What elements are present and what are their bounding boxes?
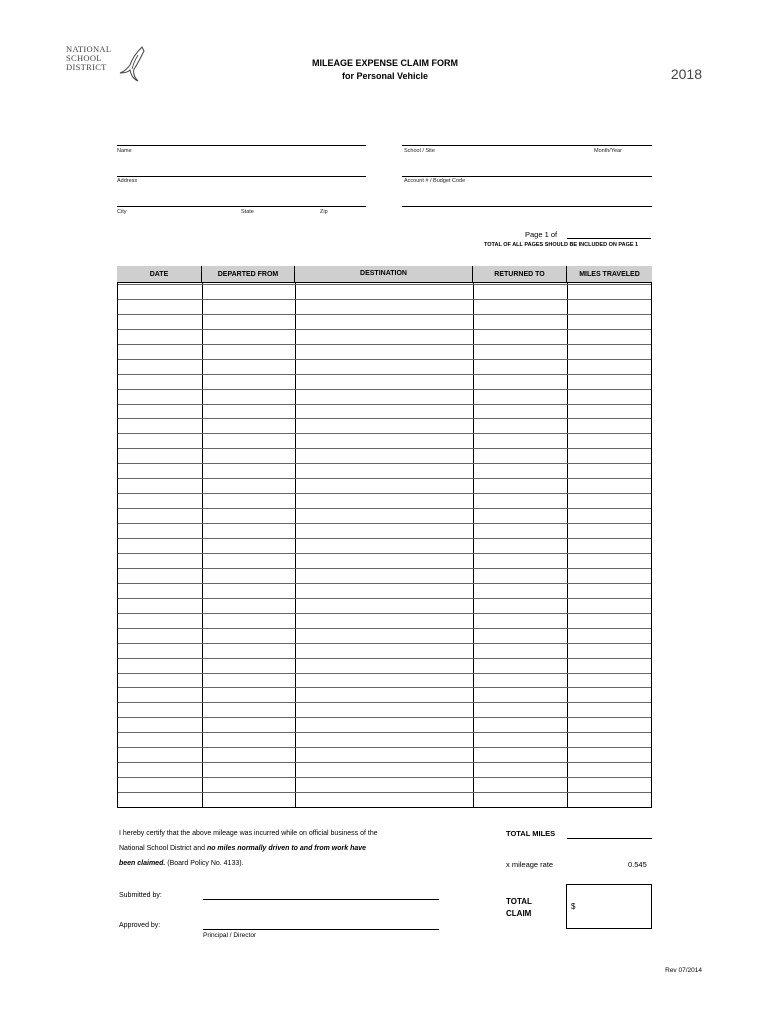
certification-line-3 <box>119 860 244 867</box>
account-label: Account # / Budget Code <box>404 178 466 184</box>
certification-line-3-plain: (Board Policy No. 4133). <box>165 860 244 867</box>
zip-label: Zip <box>320 209 328 215</box>
pages-note: TOTAL OF ALL PAGES SHOULD BE INCLUDED ON PAGE 1 <box>484 242 639 248</box>
table-row[interactable] <box>118 389 651 390</box>
table-row[interactable] <box>118 687 651 688</box>
table-row[interactable] <box>118 314 651 315</box>
table-row[interactable] <box>118 478 651 479</box>
column-header-departed: DEPARTED FROM <box>202 266 295 283</box>
table-row[interactable] <box>118 747 651 748</box>
column-header-returned: RETURNED TO <box>473 266 567 283</box>
form-year: 2018 <box>670 66 702 82</box>
certification-line-1: I hereby certify that the above mileage was incurred while on official business of the <box>119 830 378 837</box>
city-label: City <box>117 209 127 215</box>
table-row[interactable] <box>118 463 651 464</box>
logo-text: NATIONAL SCHOOL DISTRICT <box>66 44 112 72</box>
state-label: State <box>241 209 254 215</box>
table-row[interactable] <box>118 433 651 434</box>
column-header-destination: DESTINATION <box>295 266 473 283</box>
city-state-zip-field[interactable] <box>117 206 366 207</box>
table-row[interactable] <box>118 673 651 674</box>
certification-line-2-bold: no miles normally driven to and from work have <box>206 845 367 852</box>
column-divider <box>202 267 203 807</box>
table-row[interactable] <box>118 583 651 584</box>
table-row[interactable] <box>118 493 651 494</box>
total-claim-field[interactable] <box>566 884 652 929</box>
approved-by-field[interactable] <box>203 929 439 930</box>
table-row[interactable] <box>118 717 651 718</box>
total-miles-field[interactable] <box>567 838 652 839</box>
mileage-table <box>117 266 652 808</box>
table-row[interactable] <box>118 329 651 330</box>
table-row[interactable] <box>118 404 651 405</box>
table-row[interactable] <box>118 643 651 644</box>
column-divider <box>295 267 296 807</box>
table-row[interactable] <box>118 448 651 449</box>
mileage-rate-value: 0.545 <box>628 860 647 869</box>
table-row[interactable] <box>118 792 651 793</box>
revision-label: Rev 07/2014 <box>665 967 702 974</box>
table-row[interactable] <box>118 777 651 778</box>
table-row[interactable] <box>118 762 651 763</box>
table-row[interactable] <box>118 553 651 554</box>
name-field[interactable] <box>117 145 366 146</box>
principal-label: Principal / Director <box>203 932 257 939</box>
table-row[interactable] <box>118 538 651 539</box>
total-miles-label: TOTAL MILES <box>506 829 556 838</box>
name-label: Name <box>117 148 132 154</box>
table-row[interactable] <box>118 508 651 509</box>
form-title: MILEAGE EXPENSE CLAIM FORM <box>311 58 458 68</box>
certification-line-2-plain: National School District and <box>119 845 207 852</box>
table-row[interactable] <box>118 732 651 733</box>
table-row[interactable] <box>118 568 651 569</box>
table-row[interactable] <box>118 702 651 703</box>
page-of-label: Page 1 of <box>525 230 558 239</box>
form-subtitle: for Personal Vehicle <box>341 71 429 81</box>
submitted-by-field[interactable] <box>203 899 439 900</box>
column-divider <box>473 267 474 807</box>
account-field[interactable] <box>402 176 652 177</box>
address-label: Address <box>117 178 138 184</box>
table-row[interactable] <box>118 658 651 659</box>
certification-line-3-bold: been claimed. <box>119 860 166 867</box>
submitted-by-label: Submitted by: <box>119 892 162 899</box>
column-header-miles: MILES TRAVELED <box>567 266 652 283</box>
table-row[interactable] <box>118 299 651 300</box>
table-row[interactable] <box>118 374 651 375</box>
currency-symbol: $ <box>571 902 576 911</box>
table-row[interactable] <box>118 418 651 419</box>
table-row[interactable] <box>118 628 651 629</box>
column-header-date: DATE <box>117 266 202 283</box>
table-row[interactable] <box>118 523 651 524</box>
month-year-label: Month/Year <box>594 148 622 154</box>
table-row[interactable] <box>118 613 651 614</box>
address-field[interactable] <box>117 176 366 177</box>
mileage-rate-label: x mileage rate <box>506 860 554 869</box>
total-pages-field[interactable] <box>567 238 651 239</box>
certification-line-2 <box>119 845 366 852</box>
column-divider <box>567 267 568 807</box>
account-extra-field[interactable] <box>402 206 652 207</box>
table-row[interactable] <box>118 598 651 599</box>
table-row[interactable] <box>118 344 651 345</box>
school-site-field[interactable] <box>402 145 652 146</box>
total-claim-label: TOTAL CLAIM <box>506 897 532 918</box>
table-row[interactable] <box>118 284 651 285</box>
table-row[interactable] <box>118 359 651 360</box>
school-site-label: School / Site <box>404 148 435 154</box>
approved-by-label: Approved by: <box>119 922 161 929</box>
